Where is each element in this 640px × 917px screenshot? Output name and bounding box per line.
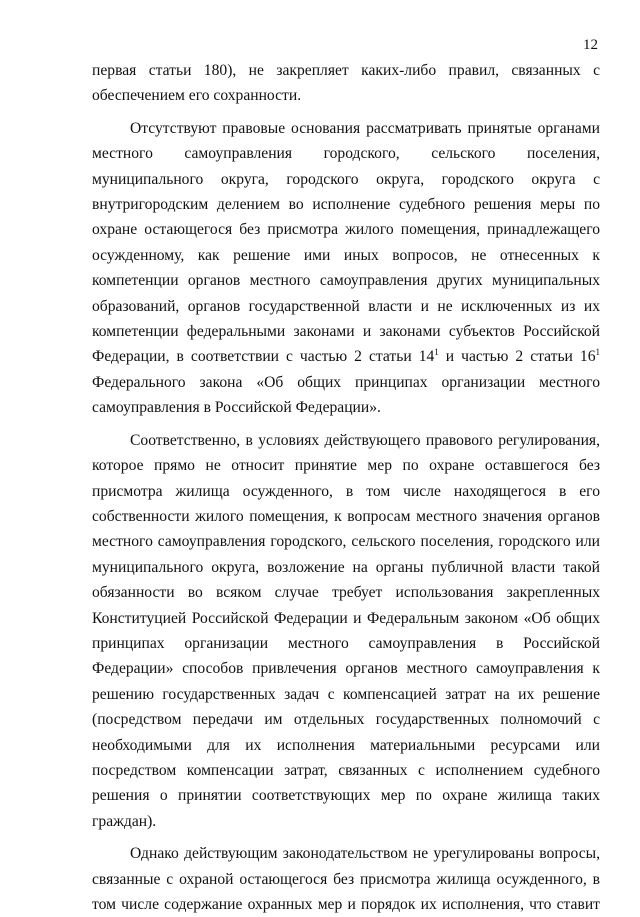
- paragraph-unregulated-issues: Однако действующим законодательством не урегулированы вопросы, связанные с охраной остающегося без присмотра жилища осужденного, в том числе содержание охранных мер и порядок их исполнения, что ставит: [92, 845, 600, 913]
- superscript-index: 1: [595, 347, 600, 358]
- paragraph-regulation: Соответственно, в условиях действующего правового регулирования, которое прямо не относит принятие мер по охране оставшегося без присмотра жилища осужденного, в том числе находящегося в его собственности жилого помещения, к вопросам местного значения органов местного самоуправления городского, сельского поселения, городского или муниципального округа, возложение на органы публичной власти такой обязанности во всяком случае требует использования закрепленных Конституцией Российской Федерации и Федеральным законом «Об общих принципах организации местного самоуправления в Российской Федерации» способов привлечения органов местного самоуправления к решению государственных задач с компенсацией затрат на их решение (посредством передачи им отдельных государственных полномочий с необходимыми для их исполнения материальными ресурсами или посредством компенсации затрат, связанных с исполнением судебного решения о принятии соответствующих мер по охране жилища таких граждан).: [92, 431, 600, 830]
- document-body: [92, 58, 600, 917]
- paragraph-text: и частью 2 статьи 16: [438, 348, 596, 366]
- paragraph-text: Федерального закона «Об общих принципах организации местного самоуправления в Российской Федерации».: [92, 373, 600, 417]
- paragraph-legal-basis: [92, 116, 600, 421]
- page-number: 12: [583, 37, 598, 53]
- superscript-index: 1: [434, 347, 439, 358]
- paragraph-text: Отсутствуют правовые основания рассматривать принятые органами местного самоуправления городского, сельского поселения, муниципального округа, городского округа, городского округа с внутригородским делением во исполнение судебного решения меры по охране остающегося без присмотра жилого помещения, принадлежащего осужденному, как решение ими иных вопросов, не отнесенных к компетенции органов местного самоуправления других муниципальных образований, органов государственной власти и не исключенных из их компетенции федеральными законами и законами субъектов Российской Федерации, в соответствии с частью 2 статьи 14: [92, 119, 600, 366]
- paragraph-continuation: первая статьи 180), не закрепляет каких-либо правил, связанных с обеспечением его сохранности.: [92, 62, 600, 105]
